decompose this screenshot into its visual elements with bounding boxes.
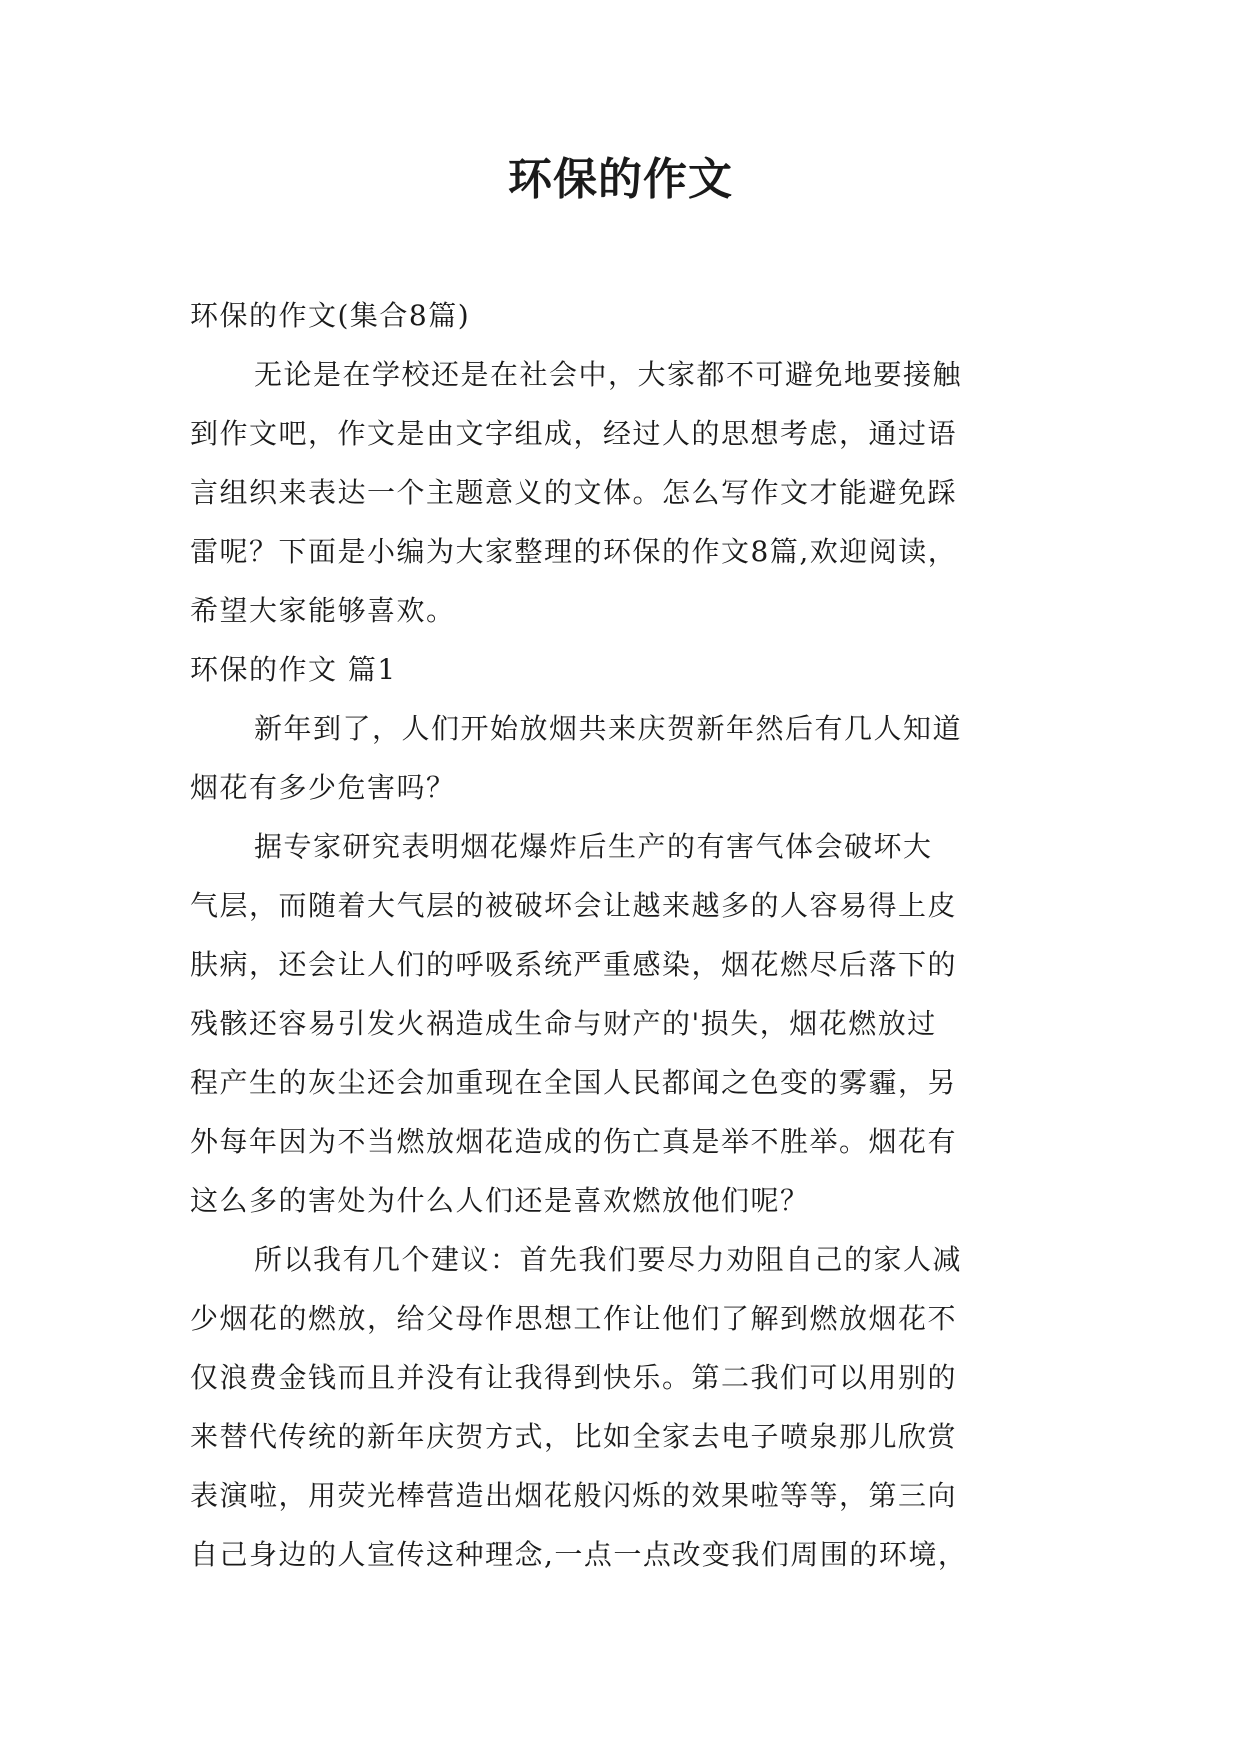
paragraph-3-line-5: 表演啦，用荧光棒营造出烟花般闪烁的效果啦等等，第三向 [190, 1479, 958, 1512]
paragraph-3-line-1: 所以我有几个建议：首先我们要尽力劝阻自己的家人减 [254, 1243, 963, 1276]
paragraph-2-line-3: 肤病，还会让人们的呼吸系统严重感染，烟花燃尽后落下的 [190, 948, 958, 981]
document-title: 环保的作文 [508, 154, 733, 205]
paragraph-2-line-4: 残骸还容易引发火祸造成生命与财产的'损失，烟花燃放过 [190, 1007, 937, 1040]
intro-line-4: 雷呢？下面是小编为大家整理的环保的作文8篇,欢迎阅读， [190, 535, 958, 568]
paragraph-2-line-1: 据专家研究表明烟花爆炸后生产的有害气体会破坏大 [254, 830, 933, 863]
intro-line-1: 无论是在学校还是在社会中，大家都不可避免地要接触 [254, 358, 963, 391]
subtitle-line: 环保的作文(集合8篇) [190, 299, 471, 332]
paragraph-3-line-3: 仅浪费金钱而且并没有让我得到快乐。第二我们可以用别的 [190, 1361, 958, 1394]
paragraph-1-line-1: 新年到了，人们开始放烟共来庆贺新年然后有几人知道 [254, 712, 963, 745]
paragraph-2-line-5: 程产生的灰尘还会加重现在全国人民都闻之色变的雾霾，另 [190, 1066, 958, 1099]
intro-line-3: 言组织来表达一个主题意义的文体。怎么写作文才能避免踩 [190, 476, 958, 509]
paragraph-3-line-2: 少烟花的燃放，给父母作思想工作让他们了解到燃放烟花不 [190, 1302, 958, 1335]
intro-line-5: 希望大家能够喜欢。 [190, 594, 456, 627]
paragraph-1-line-2: 烟花有多少危害吗？ [190, 771, 456, 804]
paragraph-2-line-7: 这么多的害处为什么人们还是喜欢燃放他们呢？ [190, 1184, 810, 1217]
paragraph-2-line-6: 外每年因为不当燃放烟花造成的伤亡真是举不胜举。烟花有 [190, 1125, 958, 1158]
section-heading-1: 环保的作文 篇1 [190, 653, 397, 686]
paragraph-3-line-4: 来替代传统的新年庆贺方式，比如全家去电子喷泉那儿欣赏 [190, 1420, 958, 1453]
document-body [190, 286, 1070, 1584]
paragraph-3-line-6: 自己身边的人宣传这种理念,一点一点改变我们周围的环境， [190, 1538, 968, 1571]
intro-line-2: 到作文吧，作文是由文字组成，经过人的思想考虑，通过语 [190, 417, 958, 450]
paragraph-2-line-2: 气层，而随着大气层的被破坏会让越来越多的人容易得上皮 [190, 889, 958, 922]
